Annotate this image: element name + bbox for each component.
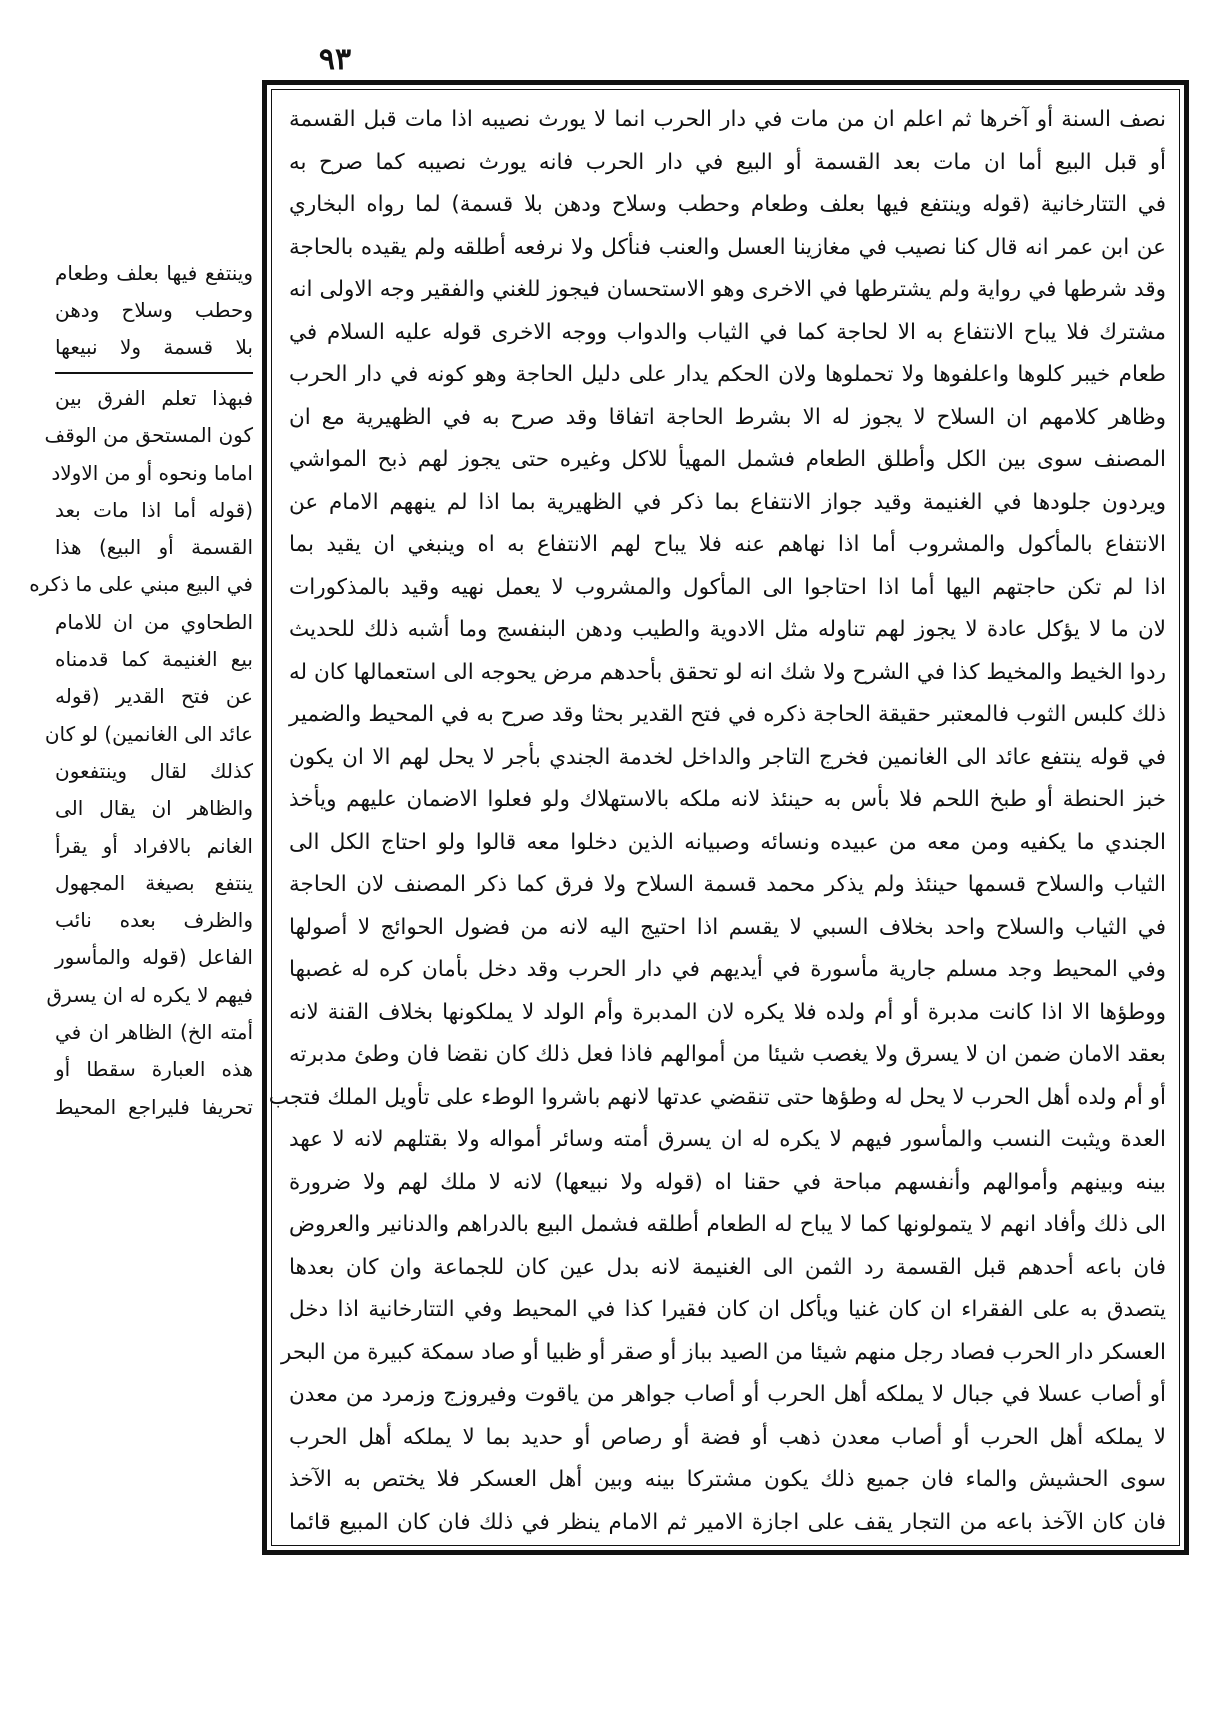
text-line: فان كان الآخذ باعه من التجار يقف على اجازة الامير ثم الامام ينظر في ذلك فان كان المبيع قائما: [289, 1509, 1166, 1535]
text-line: عن ابن عمر انه قال كنا نصيب في مغازينا العسل والعنب فنأكل ولا نرفعه أطلقه ولم يقيده بالحاجة: [289, 234, 1166, 260]
text-line: فان باعه أحدهم قبل القسمة رد الثمن الى الغنيمة لانه بدل عين كان للجماعة وان كان بعدها: [289, 1254, 1166, 1280]
text-line: لا يملكه أهل الحرب أو أصاب معدن ذهب أو فضة أو رصاص أو حديد بما لا يملكه أهل الحرب: [289, 1424, 1166, 1450]
text-line: كذلك لقال وينتفعون: [55, 758, 253, 783]
text-line: يتصدق به على الفقراء ان كان غنيا ويأكل ان كان فقيرا كذا في المحيط وفي التتارخانية اذا دخل: [289, 1297, 1166, 1322]
text-line: وقد شرطها في رواية ولم يشترطها في الاخرى وهو الاستحسان فيجوز للغني والفقير وجه الاولى انه: [289, 277, 1166, 302]
text-line: الى ذلك وأفاد انهم لا يتمولونها كما لا يباح له الطعام أطلقه فشمل البيع بالدراهم والدنانير والعروض: [289, 1212, 1166, 1237]
margin-commentary: [29, 380, 253, 1126]
text-line: عن فتح القدير (قوله: [55, 684, 253, 709]
text-line: والظاهر ان يقال الى: [55, 796, 253, 821]
text-line: أو أصاب عسلا في جبال لا يملكه أهل الحرب أو أصاب جواهر من ياقوت وفيروزج وزمرد من معدن: [289, 1382, 1166, 1407]
text-line: الطحاوي من ان للامام: [55, 609, 253, 634]
text-line: ذلك كلبس الثوب فالمعتبر حقيقة الحاجة ذكره في فتح القدير بحثا وقد صرح به في المحيط والضمير: [289, 702, 1166, 727]
text-line: المصنف سوى بين الكل وأطلق الطعام فشمل المهيأ للاكل وغيره حتى يجوز لهم ذبح المواشي: [289, 447, 1166, 472]
text-line: بينه وبينهم وأموالهم وأنفسهم مباحة في حقنا اه (قوله ولا نبيعها) لانه لا ملك لهم ولا ضرورة: [289, 1169, 1166, 1195]
text-line: بلا قسمة ولا نبيعها: [55, 335, 253, 359]
text-line: بيع الغنيمة كما قدمناه: [55, 647, 253, 672]
text-line: الانتفاع بالمأكول والمشروب أما اذا نهاهم عنه فلا يباح لهم الانتفاع به اه وينبغي ان يقيد بما: [289, 532, 1166, 557]
text-line: وحطب وسلاح ودهن: [55, 298, 253, 322]
page-number: ٩٣: [318, 42, 352, 77]
text-line: بعقد الامان ضمن ان لا يسرق ولا يغصب شيئا من أموالهم فاذا فعل ذلك كان نقضا فان وطئ مدبرته: [289, 1042, 1166, 1067]
text-line: في التتارخانية (قوله وينتفع فيها بعلف وطعام وحطب وسلاح ودهن بلا قسمة) لما رواه البخاري: [289, 192, 1166, 217]
text-line: العدة ويثبت النسب والمأسور فيهم لا يكره له ان يسرق أمته وسائر أمواله ولا بقتلهم لانه لا عهد: [289, 1127, 1166, 1152]
text-line: فيهم لا يكره له ان يسرق: [46, 982, 253, 1007]
text-line: خبز الحنطة أو طبخ اللحم فلا بأس به حينئذ لانه ملكه بالاستهلاك ولو فعلوا الاضمان عليهم ويأخذ: [289, 787, 1166, 812]
text-line: هذه العبارة سقطا أو: [55, 1057, 253, 1082]
text-line: أو أم ولده أهل الحرب لا يحل له وطؤها حتى تنقضي عدتها لانهم باشروا الوطء على تأويل الملك فتجب: [268, 1084, 1166, 1110]
text-line: كون المستحق من الوقف: [44, 423, 253, 448]
text-line: وفي المحيط وجد مسلم جارية مأسورة في أيديهم في دار الحرب وقد دخل بأمان كره له غصبها: [289, 957, 1166, 982]
text-line: والظرف بعده نائب: [55, 908, 253, 933]
text-line: في البيع مبني على ما ذكره: [29, 572, 253, 597]
text-line: الغانم بالافراد أو يقرأ: [55, 833, 253, 858]
text-line: اماما ونحوه أو من الاولاد: [51, 460, 253, 485]
text-line: أو قبل البيع أما ان مات بعد القسمة أو البيع في دار الحرب فانه يورث نصيبه كما صرح به: [289, 149, 1166, 175]
text-line: وظاهر كلامهم ان السلاح لا يجوز له الا بشرط الحاجة اتفاقا وقد صرح به في الظهيرية مع ان: [289, 404, 1166, 430]
text-line: (قوله أما اذا مات بعد: [55, 497, 253, 522]
text-line: مشترك فلا يباح الانتفاع به الا لحاجة كما في الثياب والدواب ووجه الاخرى قوله عليه السلام في: [289, 319, 1166, 345]
text-line: تحريفا فليراجع المحيط: [55, 1094, 253, 1119]
text-line: في قوله ينتفع عائد الى الغانمين فخرج التاجر والداخل لخدمة الجندي بأجر لا يحل لهم الا ان يكون: [289, 744, 1166, 770]
margin-notes: [29, 255, 253, 1126]
text-line: الفاعل (قوله والمأسور: [55, 945, 253, 970]
text-line: القسمة أو البيع) هذا: [55, 535, 253, 560]
text-line: طعام خيبر كلوها واعلفوها ولا تحملوها ولان الحكم يدار على دليل الحاجة وهو كونه في دار الحرب: [289, 362, 1166, 387]
text-line: لان ما لا يؤكل عادة لا يجوز لهم تناوله مثل الادوية والطيب ودهن البنفسج وما أشبه ذلك للحديث: [289, 617, 1166, 642]
main-text-body: [268, 99, 1166, 1536]
main-text-frame: [262, 80, 1189, 1555]
text-line: وينتفع فيها بعلف وطعام: [55, 261, 253, 285]
text-line: في الثياب والسلاح واحد بخلاف السبي لا يقسم اذا احتيج اليه لانه من فضول الحوائج لا أصولها: [289, 914, 1166, 940]
text-line: أمته الخ) الظاهر ان في: [55, 1020, 253, 1045]
text-line: اذا لم تكن حاجتهم اليها أما اذا احتاجوا الى المأكول والمشروب لا يعمل نهيه وقيد بالمذكورات: [289, 574, 1166, 600]
text-line: العسكر دار الحرب فصاد رجل منهم شيئا من الصيد بباز أو صقر أو ظبيا أو صاد سمكة كبيرة من البحر: [281, 1339, 1166, 1365]
text-line: ووطؤها الا اذا كانت مدبرة أو أم ولده فلا يكره لان المدبرة وأم الولد لا يملكونها بخلاف القنة لانه: [289, 999, 1166, 1025]
text-line: ويردون جلودها في الغنيمة وقيد جواز الانتفاع بما ذكر في الظهيرية بما اذا لم ينههم الامام عن: [289, 489, 1166, 515]
margin-quoted-text: [55, 255, 253, 374]
text-line: نصف السنة أو آخرها ثم اعلم ان من مات في دار الحرب انما لا يورث نصيبه اذا مات قبل القسمة: [289, 107, 1166, 132]
text-line: ردوا الخيط والمخيط كذا في الشرح ولا شك انه لو تحقق بأحدهم مرض يحوجه الى استعمالها كان له: [289, 659, 1166, 685]
text-line: فبهذا تعلم الفرق بين: [55, 386, 253, 410]
text-line: الجندي ما يكفيه ومن معه من عبيده ونسائه وصبيانه الذين دخلوا معه قالوا ولو احتاج الكل الى: [289, 829, 1166, 855]
text-line: عائد الى الغانمين) لو كان: [44, 721, 253, 746]
text-line: ينتفع بصيغة المجهول: [55, 870, 253, 895]
text-line: سوى الحشيش والماء فان جميع ذلك يكون مشتركا بينه وبين أهل العسكر فلا يختص به الآخذ: [289, 1467, 1166, 1492]
text-line: الثياب والسلاح قسمها حينئذ ولم يذكر محمد قسمة السلاح ولا فرق كما ذكر المصنف لان الحاجة: [289, 872, 1166, 897]
